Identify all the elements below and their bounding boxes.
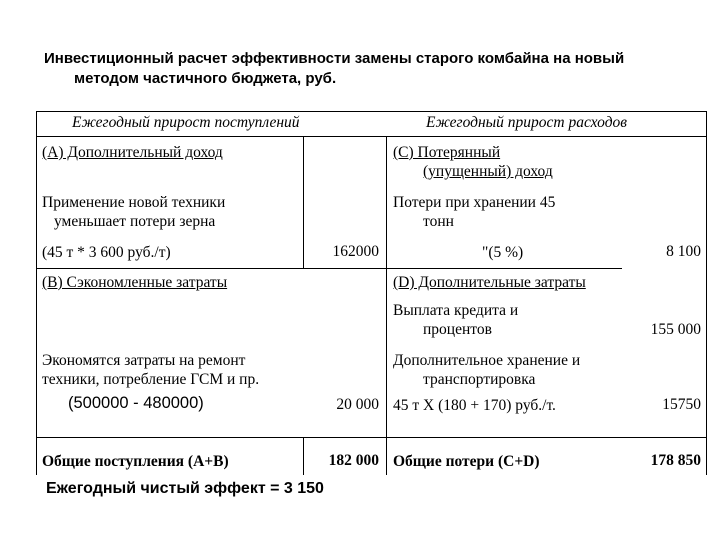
section-d-label: (D) Дополнительные затраты — [393, 274, 586, 291]
income-value-divider — [303, 136, 304, 268]
a-desc-line-2: уменьшает потери зерна — [54, 213, 216, 230]
total-income-value: 182 000 — [328, 452, 379, 469]
section-c-description — [393, 193, 555, 231]
table-left-border — [36, 111, 37, 475]
page-title — [44, 49, 704, 89]
section-c-label — [393, 143, 553, 181]
section-c-value: 8 100 — [666, 243, 701, 260]
c-desc-line-2: тонн — [423, 213, 454, 230]
income-value-divider-lower — [303, 437, 304, 475]
c-desc-line-1: Потери при хранении 45 — [393, 194, 556, 211]
d-item-2 — [393, 351, 580, 389]
b-desc-line-1: Экономятся затраты на ремонт — [42, 352, 246, 369]
d-item-1-line-2: процентов — [423, 321, 492, 338]
section-b-label: (В) Сэкономленные затраты — [42, 274, 228, 291]
section-b-calc: (500000 - 480000) — [68, 394, 204, 412]
header-income: Ежегодный прирост поступлений — [72, 114, 300, 131]
column-divider — [386, 136, 387, 475]
row-divider-a-b — [36, 268, 386, 269]
section-b-value: 20 000 — [336, 396, 379, 413]
b-desc-line-2: техники, потребление ГСМ и пр. — [42, 371, 260, 388]
total-divider — [36, 437, 707, 438]
d-item-1 — [393, 301, 518, 339]
total-loss-label: Общие потери (С+D) — [393, 453, 540, 470]
d-item-2-calc: 45 т Х (180 + 170) руб./т. — [393, 397, 556, 414]
net-effect-summary: Ежегодный чистый эффект = 3 150 — [46, 480, 324, 497]
section-a-calc: (45 т * 3 600 руб./т) — [42, 244, 171, 261]
header-expenses: Ежегодный прирост расходов — [426, 114, 628, 131]
section-a-label: (А) Дополнительный доход — [42, 144, 223, 161]
d-item-2-line-2: транспортировка — [423, 371, 536, 388]
section-b-description — [42, 351, 259, 389]
section-c-calc: "(5 %) — [482, 244, 524, 261]
header-divider — [36, 136, 707, 137]
d-item-2-value: 15750 — [662, 396, 701, 413]
c-label-line-2: (упущенный) доход — [423, 163, 553, 180]
table-top-border — [36, 111, 707, 112]
c-label-line-1: (С) Потерянный — [393, 144, 501, 161]
row-divider-c-d — [386, 268, 622, 269]
section-a-value: 162000 — [332, 243, 379, 260]
d-item-1-value: 155 000 — [650, 321, 701, 338]
title-line-1: Инвестиционный расчет эффективности замены старого комбайна на новый — [44, 50, 625, 67]
title-line-2: методом частичного бюджета, руб. — [74, 70, 337, 87]
total-loss-value: 178 850 — [650, 452, 701, 469]
table-right-border — [706, 111, 707, 475]
section-a-description — [42, 193, 225, 231]
d-item-1-line-1: Выплата кредита и — [393, 302, 519, 319]
budget-table — [36, 111, 707, 475]
a-desc-line-1: Применение новой техники — [42, 194, 226, 211]
d-item-2-line-1: Дополнительное хранение и — [393, 352, 581, 369]
total-income-label: Общие поступления (А+В) — [42, 453, 229, 470]
